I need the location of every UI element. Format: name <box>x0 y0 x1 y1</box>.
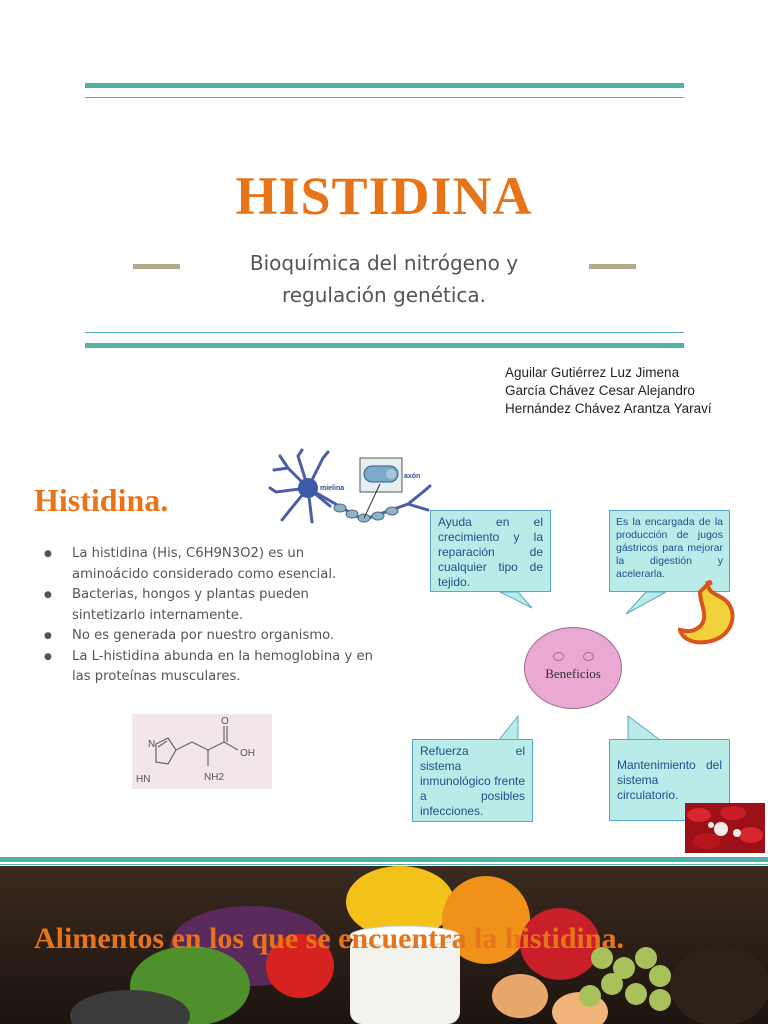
stomach-illustration <box>678 580 738 648</box>
benefit-text: Refuerza el sistema inmunológico frente a posibles infecciones. <box>420 744 525 818</box>
subtitle-dash-left <box>133 264 180 269</box>
list-item: ● La L-histidina abunda en la hemoglobina y en las proteínas musculares. <box>40 647 380 688</box>
list-item: ● La histidina (His, C6H9N3O2) es un aminoácido considerado como esencial. <box>40 544 380 585</box>
atom-label: O <box>221 716 229 727</box>
mid-rule-thin <box>85 332 684 333</box>
list-item: ● Bacterias, hongos y plantas pueden sintetizarlo internamente. <box>40 585 380 626</box>
list-item: ● No es generada por nuestro organismo. <box>40 626 380 647</box>
author-name: Hernández Chávez Arantza Yaraví <box>505 401 712 416</box>
histidine-facts-list <box>40 544 380 688</box>
face-eye <box>583 652 594 661</box>
benefit-text: Mantenimiento del sistema circulatorio. <box>617 758 722 802</box>
atom-label: HN <box>136 774 151 785</box>
bottom-rule-thin <box>0 864 768 865</box>
foods-section-title: Alimentos en los que se encuentra la histidina. <box>34 922 625 955</box>
face-eye <box>553 652 564 661</box>
benefit-callout-immune <box>412 739 533 822</box>
benefit-text: Es la encargada de la producción de jugos gástricos para mejorar la digestión y acelerarla. <box>616 516 723 580</box>
top-rule-thin <box>85 97 684 98</box>
author-name: Aguilar Gutiérrez Luz Jimena <box>505 365 680 380</box>
axon-label: axón <box>404 473 421 480</box>
atom-label: NH2 <box>204 772 225 783</box>
benefit-text: Ayuda en el crecimiento y la reparación de cualquier tipo de tejido. <box>438 515 543 589</box>
section-title: Histidina. <box>34 482 169 518</box>
page-title: HISTIDINA <box>235 166 533 226</box>
bottom-rule-thick <box>0 857 768 862</box>
benefit-callout-growth <box>430 510 551 592</box>
subtitle-dash-right <box>589 264 636 269</box>
author-name: García Chávez Cesar Alejandro <box>505 383 695 398</box>
authors-list <box>505 364 712 418</box>
histidine-structure-image <box>132 714 272 789</box>
mid-rule-thick <box>85 343 684 348</box>
atom-label: N <box>148 739 156 750</box>
benefits-label: Beneficios <box>545 666 601 681</box>
myelin-label: mielina <box>320 485 345 492</box>
top-rule-thick <box>85 83 684 88</box>
blood-cells-illustration <box>685 803 765 853</box>
atom-label: OH <box>240 748 255 759</box>
benefits-face <box>524 627 622 709</box>
page-subtitle: Bioquímica del nitrógeno y regulación genética. <box>249 251 519 307</box>
neuron-illustration <box>268 448 433 532</box>
